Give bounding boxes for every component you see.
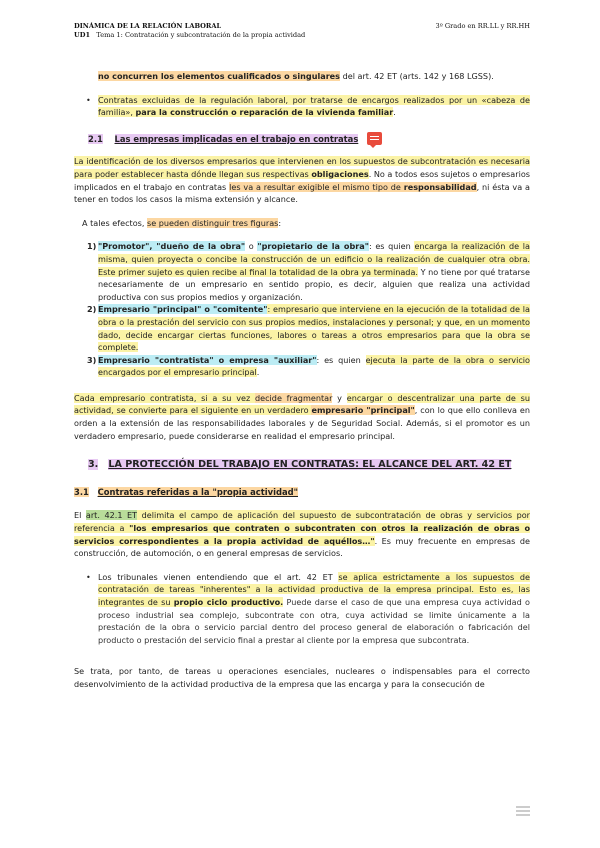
section-3-1-heading	[74, 486, 530, 499]
paragraph-top: no concurren los elementos cualificados o singulares del art. 42 ET (arts. 142 y 168 LGSS).	[98, 71, 494, 81]
section-2-1-number: 2.1	[88, 133, 103, 144]
paragraph-art-42: El art. 42.1 ET delimita el campo de aplicación del supuesto de subcontratación de obras y servicios por referencia a "los empresarios que contraten o subcontraten con otros la realización de obras o servicios correspondientes a la propia actividad de aquéllos…". Es muy frecuente en empresas de construcción, de automoción, o en general empresas de servicios.	[74, 510, 531, 559]
page-icon	[516, 806, 530, 818]
paragraph-identification: La identificación de los diversos empresarios que intervienen en los supuestos de subcontratación es necesaria para poder establecer hasta dónde llegan sus respectivas obligaciones. No a todos esos sujetos o empresarios implicados en el trabajo en contratas les va a resultar exigible el mismo tipo de responsabilidad, ni ésta va a tener en todos los casos la misma extensión y alcance.	[74, 156, 530, 205]
section-3-number: 3.	[88, 459, 99, 471]
paragraph-contratista: Cada empresario contratista, si a su vez decide fragmentar y encargar o descentralizar una parte de su actividad, se convierte para el siguiente en un verdadero empresario "principal", con lo que ello conlleva en orden a la extensión de las responsabilidades laborales y de Seguridad Social. Además, si el promotor es un verdadero empresario, puede considerarse en realidad el empresario principal.	[74, 392, 530, 441]
bullet-tribunales: • Los tribunales vienen entendiendo que el art. 42 ET se aplica estrictamente a los supuestos de contratación de tareas "inherentes" a la actividad productiva de la empresa principal. Esto es, las integrantes de su propio ciclo productivo. Puede darse el caso de que una empresa cuya actividad o proceso industrial sea complejo, subcontrate con otra, cuya actividad se limite únicamente a la prestación de la obra o servicio parcial dentro del proceso general de elaboración o fabricación del producto o prestación del servicio final a prestar al cliente por la empresa que subcontrata.	[86, 571, 530, 645]
section-3-1-title: Contratas referidas a la "propia actividad"	[97, 486, 298, 497]
comment-icon[interactable]	[367, 132, 382, 145]
header-unit: UD1	[74, 31, 91, 39]
header-course: DINÁMICA DE LA RELACIÓN LABORAL	[74, 22, 222, 30]
bullet-dot: •	[86, 571, 91, 582]
document-body	[74, 70, 530, 691]
header-grade: 3º Grado en RR.LL y RR.HH	[435, 22, 530, 30]
page-header	[74, 22, 530, 40]
paragraph-tareas: Se trata, por tanto, de tareas u operaciones esenciales, nucleares o indispensables para el correcto desenvolvimiento de la actividad productiva de la empresa que las encarga y para la consecución de	[74, 666, 530, 689]
bullet-excluded-contracts: • Contratas excluidas de la regulación laboral, por tratarse de encargos realizados por un «cabeza de familia», para la construcción o reparación de la vivienda familiar.	[86, 94, 530, 118]
section-3-1-number: 3.1	[74, 486, 89, 497]
section-2-1-title: Las empresas implicadas en el trabajo en contratas	[114, 133, 359, 144]
header-unit-line	[74, 31, 530, 40]
section-3-heading	[74, 459, 530, 472]
header-topic: Tema 1: Contratación y subcontratación de la propia actividad	[96, 31, 306, 39]
section-3-title: LA PROTECCIÓN DEL TRABAJO EN CONTRATAS: EL ALCANCE DEL ART. 42 ET	[108, 459, 512, 471]
paragraph-three-figures: A tales efectos, se pueden distinguir tres figuras:	[82, 217, 282, 228]
bullet-dot: •	[86, 94, 91, 105]
section-2-1-heading	[74, 132, 530, 146]
figure-contratista: 3) Empresario "contratista" o empresa "auxiliar": es quien ejecuta la parte de la obra o servicio encargados por el empresario principal.	[87, 354, 530, 378]
figure-promotor: 1) "Promotor", "dueño de la obra" o "propietario de la obra": es quien encarga la realización de la misma, quien proyecta o concibe la construcción de un edificio o la realización de cualquier otra obra. Este primer sujeto es quien recibe al final la totalidad de la obra ya terminada. Y no tiene por qué tratarse necesariamente de un empresario en sentido propio, es decir, alguien que realiza una actividad productiva con sus propios medios y organización.	[87, 241, 530, 302]
figure-principal: 2) Empresario "principal" o "comitente": empresario que interviene en la ejecución de la totalidad de la obra o la prestación del servicio con sus propios medios, instalaciones y personal; y que, en un momento dado, decide encargar ciertas funciones, labores o tareas a otros empresarios para que la obra se complete.	[87, 304, 530, 353]
